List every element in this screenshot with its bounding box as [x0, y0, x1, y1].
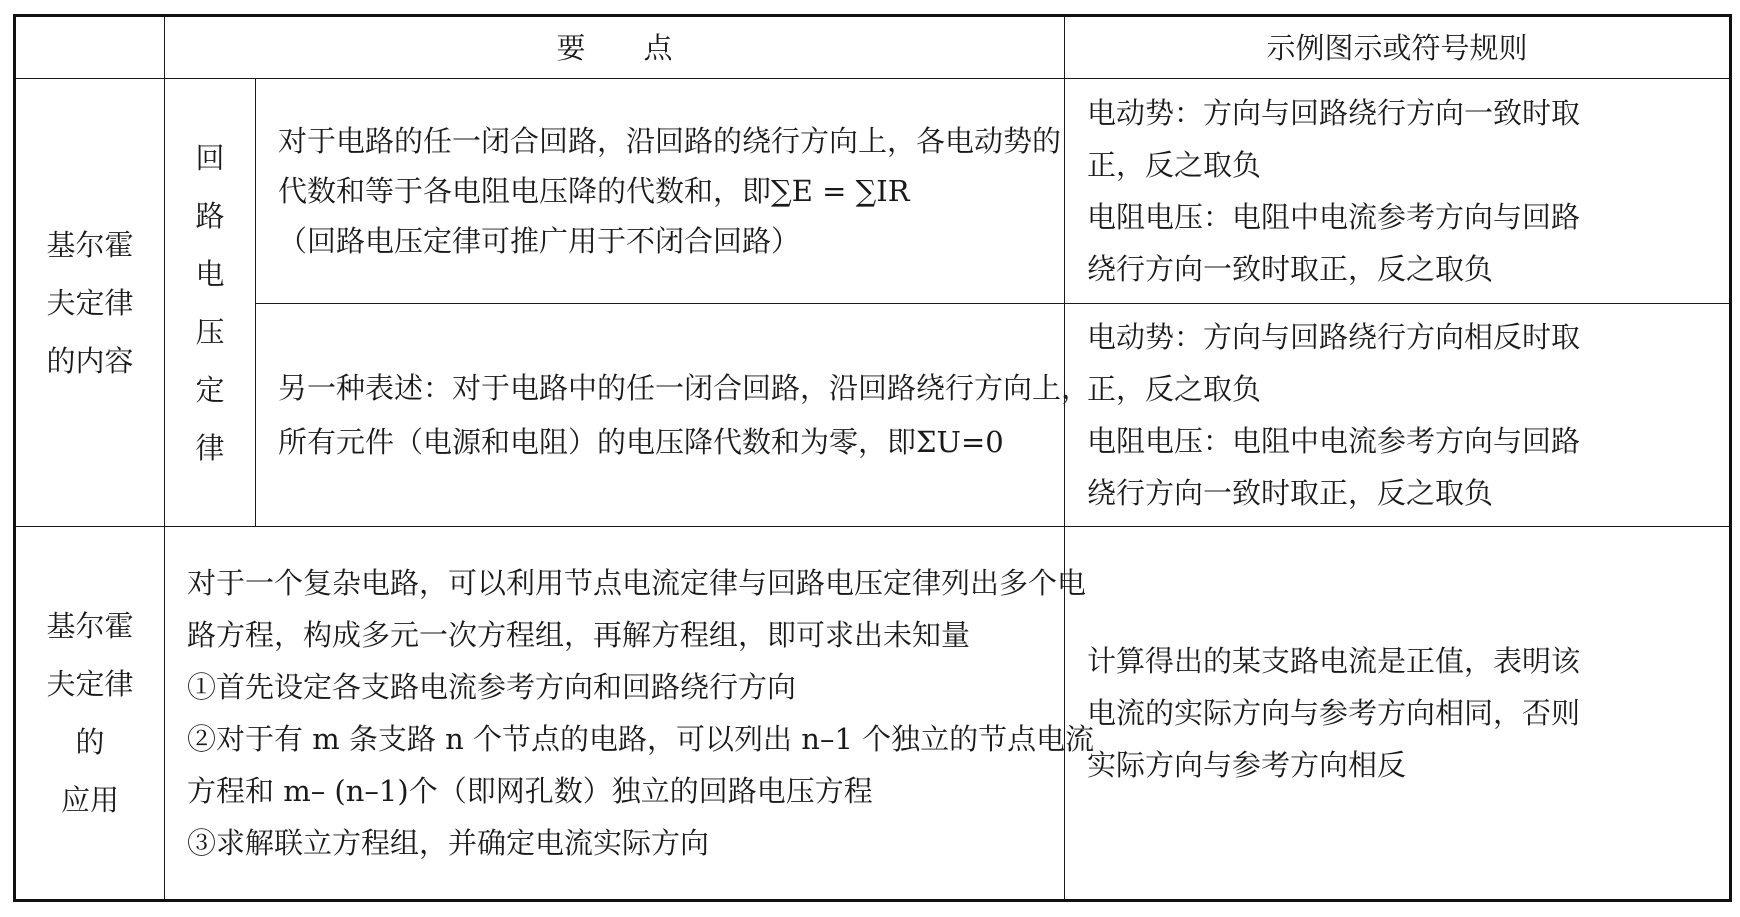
- section-application-label: [15, 526, 165, 900]
- point-line: ①首先设定各支路电流参考方向和回路绕行方向: [187, 669, 797, 704]
- vertical-char: 压: [195, 314, 225, 349]
- label-line: 的: [75, 724, 105, 759]
- example-line: 绕行方向一致时取正，反之取负: [1087, 475, 1494, 510]
- vertical-char: 律: [195, 430, 225, 465]
- application-points: [165, 526, 1095, 900]
- header-examples: 示例图示或符号规则: [1065, 16, 1731, 79]
- point-line: 对于电路的任一闭合回路，沿回路的绕行方向上，各电动势的: [278, 124, 1062, 159]
- vertical-char: 回: [195, 140, 225, 175]
- kvl-example-2: [1065, 303, 1731, 526]
- vertical-char: 定: [195, 372, 225, 407]
- point-line: 路方程，构成多元一次方程组，再解方程组，即可求出未知量: [187, 617, 971, 652]
- label-line: 夫定律: [46, 666, 134, 701]
- section-content-label: [15, 79, 165, 526]
- point-line: 另一种表述：对于电路中的任一闭合回路，沿回路绕行方向上，: [278, 370, 1091, 405]
- point-line: ③求解联立方程组，并确定电流实际方向: [187, 825, 710, 860]
- kvl-example-1: [1065, 79, 1731, 303]
- application-example: [1065, 526, 1731, 900]
- example-line: 电阻电压：电阻中电流参考方向与回路: [1087, 423, 1581, 458]
- example-line: 电动势：方向与回路绕行方向一致时取: [1087, 96, 1581, 131]
- label-line: 应用: [60, 782, 119, 817]
- header-points: 要 点: [165, 16, 1065, 79]
- application-row: [15, 526, 1731, 900]
- header-blank-cell: [15, 16, 165, 79]
- label-line: 的内容: [46, 343, 134, 378]
- kvl-vertical-label: [165, 79, 256, 526]
- kvl-point-1: [256, 79, 1065, 303]
- vertical-char: 路: [195, 198, 225, 233]
- example-line: 正，反之取负: [1087, 148, 1262, 183]
- label-line: 基尔霍: [46, 608, 134, 643]
- point-line: ②对于有 m 条支路 n 个节点的电路，可以列出 n–1 个独立的节点电流: [187, 721, 1095, 756]
- point-line: 方程和 m– (n–1)个（即网孔数）独立的回路电压方程: [187, 773, 873, 808]
- kirchhoff-table: [13, 14, 1732, 902]
- example-line: 电动势：方向与回路绕行方向相反时取: [1087, 319, 1581, 354]
- header-row: [15, 16, 1731, 79]
- point-line: （回路电压定律可推广用于不闭合回路）: [278, 224, 801, 259]
- label-line: 基尔霍: [46, 227, 134, 262]
- kvl-row-2: [15, 303, 1731, 526]
- example-line: 实际方向与参考方向相反: [1087, 747, 1407, 782]
- point-line: 所有元件（电源和电阻）的电压降代数和为零，即ΣU=0: [278, 424, 1004, 459]
- example-line: 电阻电压：电阻中电流参考方向与回路: [1087, 200, 1581, 235]
- example-line: 正，反之取负: [1087, 371, 1262, 406]
- vertical-char: 电: [195, 256, 225, 291]
- label-line: 夫定律: [46, 285, 134, 320]
- point-line: 代数和等于各电阻电压降的代数和，即∑E = ∑IR: [278, 174, 910, 209]
- example-line: 电流的实际方向与参考方向相同，否则: [1087, 695, 1581, 730]
- kvl-row-1: [15, 79, 1731, 303]
- kvl-point-2: [256, 303, 1091, 526]
- example-line: 计算得出的某支路电流是正值，表明该: [1087, 643, 1581, 678]
- point-line: 对于一个复杂电路，可以利用节点电流定律与回路电压定律列出多个电: [187, 565, 1087, 600]
- example-line: 绕行方向一致时取正，反之取负: [1087, 252, 1494, 287]
